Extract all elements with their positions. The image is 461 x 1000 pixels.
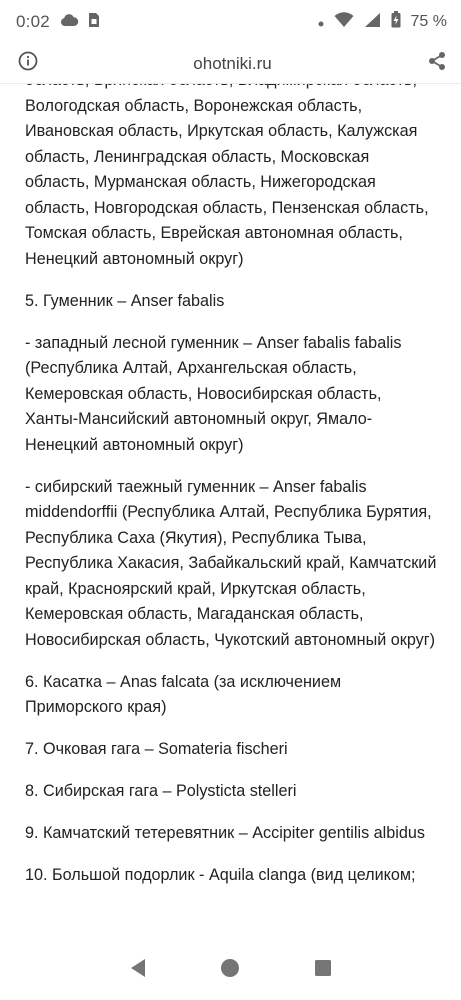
cloud-icon <box>60 12 78 32</box>
article-paragraph: Вологодская область, Воронежская область, Ивановская область, Иркутская область, Калужская область, Ленинградская область, Московская область, Мурманская область, Нижегородская область, Новгородская область, Пензенская область, Томская область, Еврейская автономная область, Ненецкий автономный округ) <box>25 96 429 268</box>
navigation-bar <box>0 936 461 1000</box>
sim-card-icon <box>88 12 100 33</box>
article-paragraph: 9. Камчатский тетеревятник – Accipiter gentilis albidus <box>25 824 425 842</box>
article-paragraph: 8. Сибирская гага – Polysticta stelleri <box>25 782 297 800</box>
info-icon[interactable] <box>18 51 38 76</box>
article-paragraph: 5. Гуменник – Anser fabalis <box>25 291 225 310</box>
share-icon[interactable] <box>427 51 447 76</box>
address-bar <box>0 44 461 84</box>
wifi-icon <box>334 12 354 33</box>
article-paragraph: 6. Касатка – Anas falcata (за исключением Приморского края) <box>25 672 342 716</box>
article-paragraph: 7. Очковая гага – Somateria fischeri <box>25 740 288 758</box>
article-paragraph: 10. Большой подорлик - Aquila clanga (вид целиком; <box>25 866 416 884</box>
status-bar <box>0 0 461 44</box>
article-text <box>25 68 437 905</box>
status-right <box>318 11 447 33</box>
signal-icon <box>364 12 381 33</box>
article-paragraph: - сибирский таежный гуменник – Anser fabalis middendorffii (Республика Алтай, Республика Бурятия, Республика Саха (Якутия), Республика Тыва, Республика Хакасия, Забайкальский край, Камчатский край, Красноярский край, Иркутская область, Кемеровская область, Магаданская область, Новосибирская область, Чукотский автономный округ) <box>25 477 437 649</box>
page-content[interactable] <box>0 84 461 936</box>
address-url[interactable]: ohotniki.ru <box>193 53 272 73</box>
notification-dot-icon <box>318 12 324 32</box>
battery-percentage: 75 % <box>410 13 447 30</box>
article-paragraph: - западный лесной гуменник – Anser fabalis fabalis (Республика Алтай, Архангельская область, Кемеровская область, Новосибирская область, Ханты-Мансийский автономный округ, Ямало-Ненецкий автономный округ) <box>25 333 402 454</box>
status-time: 0:02 <box>16 12 50 31</box>
back-icon[interactable] <box>121 951 155 985</box>
home-icon[interactable] <box>213 951 247 985</box>
recents-icon[interactable] <box>306 951 340 985</box>
status-left <box>16 12 100 33</box>
battery-charging-icon <box>391 11 401 33</box>
